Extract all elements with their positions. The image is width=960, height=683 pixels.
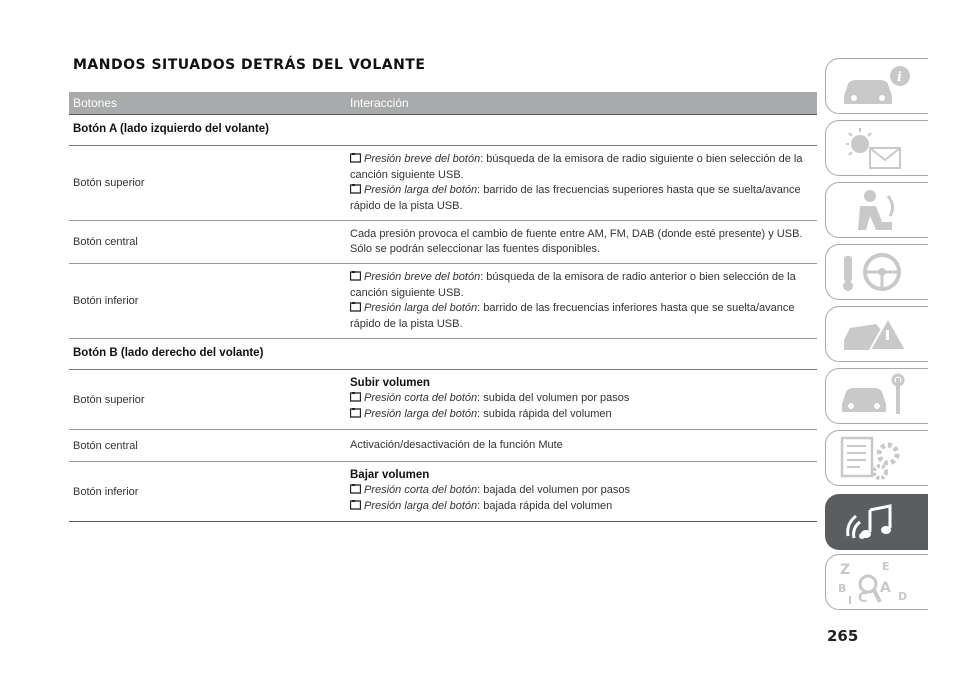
page-title: MANDOS SITUADOS DETRÁS DEL VOLANTE	[73, 57, 426, 73]
row-description: Presión breve del botón: búsqueda de la emisora de radio siguiente o bien selección de la canción siguiente USB. Presión larga del botón: barrido de las frecuencias superiores hasta que se suelta/avance rápido de la pista USB.	[350, 153, 803, 212]
bullet-icon	[350, 392, 361, 407]
table-row	[69, 221, 817, 264]
tab-emergency[interactable]	[825, 306, 928, 362]
svg-text:D: D	[898, 590, 908, 603]
svg-text:E: E	[882, 560, 890, 573]
bullet-icon	[350, 184, 361, 199]
table-row	[69, 264, 817, 339]
tab-car-info[interactable]	[825, 58, 928, 114]
warning-lights-icon	[836, 124, 916, 174]
bullet-icon	[350, 153, 361, 168]
table-row	[69, 430, 817, 462]
row-label: Botón inferior	[73, 485, 139, 498]
bullet-icon	[350, 500, 361, 515]
row-description: Activación/desactivación de la función Mute	[350, 439, 563, 451]
svg-text:A: A	[880, 580, 891, 596]
emergency-icon	[836, 310, 916, 360]
tab-technical-data[interactable]	[825, 430, 928, 486]
safety-seat-icon	[836, 186, 916, 236]
row-description: Cada presión provoca el cambio de fuente entre AM, FM, DAB (donde esté presente) y USB. Sólo se podrán seleccionar las fuentes disponibles.	[350, 228, 803, 255]
svg-text:I: I	[848, 594, 853, 607]
car-maintenance-icon	[836, 372, 916, 422]
bullet-icon	[350, 484, 361, 499]
row-description: Subir volumen Presión corta del botón: subida del volumen por pasos Presión larga del botón: subida rápida del volumen	[350, 370, 817, 429]
key-steering-wheel-icon	[836, 248, 916, 298]
row-description: Bajar volumen Presión corta del botón: bajada del volumen por pasos Presión larga del botón: bajada rápida del volumen	[350, 462, 817, 521]
svg-text:i: i	[897, 70, 902, 85]
row-label: Botón superior	[73, 177, 145, 189]
tab-safety[interactable]	[825, 182, 928, 238]
tab-maintenance[interactable]	[825, 368, 928, 424]
car-info-icon	[836, 62, 916, 112]
page-number: 265	[827, 627, 859, 645]
header-buttons: Botones	[73, 96, 118, 110]
alphabetical-index-icon	[836, 558, 916, 608]
svg-text:C: C	[858, 591, 868, 606]
bullet-icon	[350, 408, 361, 423]
svg-text:B: B	[838, 582, 847, 595]
tab-multimedia[interactable]	[825, 494, 928, 550]
section-button-a: Botón A (lado izquierdo del volante)	[69, 115, 817, 146]
header-interaction: Interacción	[350, 96, 409, 110]
table-header	[69, 92, 817, 114]
bullet-icon	[350, 271, 361, 286]
svg-text:Z: Z	[840, 562, 851, 578]
tab-starting[interactable]	[825, 244, 928, 300]
tab-index[interactable]	[825, 554, 928, 610]
controls-table	[69, 92, 817, 522]
row-description: Presión breve del botón: búsqueda de la emisora de radio anterior o bien selección de la canción siguiente USB. Presión larga del botón: barrido de las frecuencias inferiores hasta que se suelta/avance rápido de la pista USB.	[350, 271, 796, 330]
multimedia-icon	[836, 498, 916, 548]
section-button-b: Botón B (lado derecho del volante)	[69, 339, 817, 370]
table-row	[69, 370, 817, 430]
row-label: Botón central	[73, 236, 138, 248]
technical-data-icon	[836, 434, 916, 484]
tab-warning-lights[interactable]	[825, 120, 928, 176]
bullet-icon	[350, 302, 361, 317]
row-label: Botón inferior	[73, 295, 139, 307]
row-label: Botón superior	[73, 393, 145, 406]
row-label: Botón central	[73, 439, 138, 452]
table-row	[69, 146, 817, 221]
table-row	[69, 462, 817, 522]
